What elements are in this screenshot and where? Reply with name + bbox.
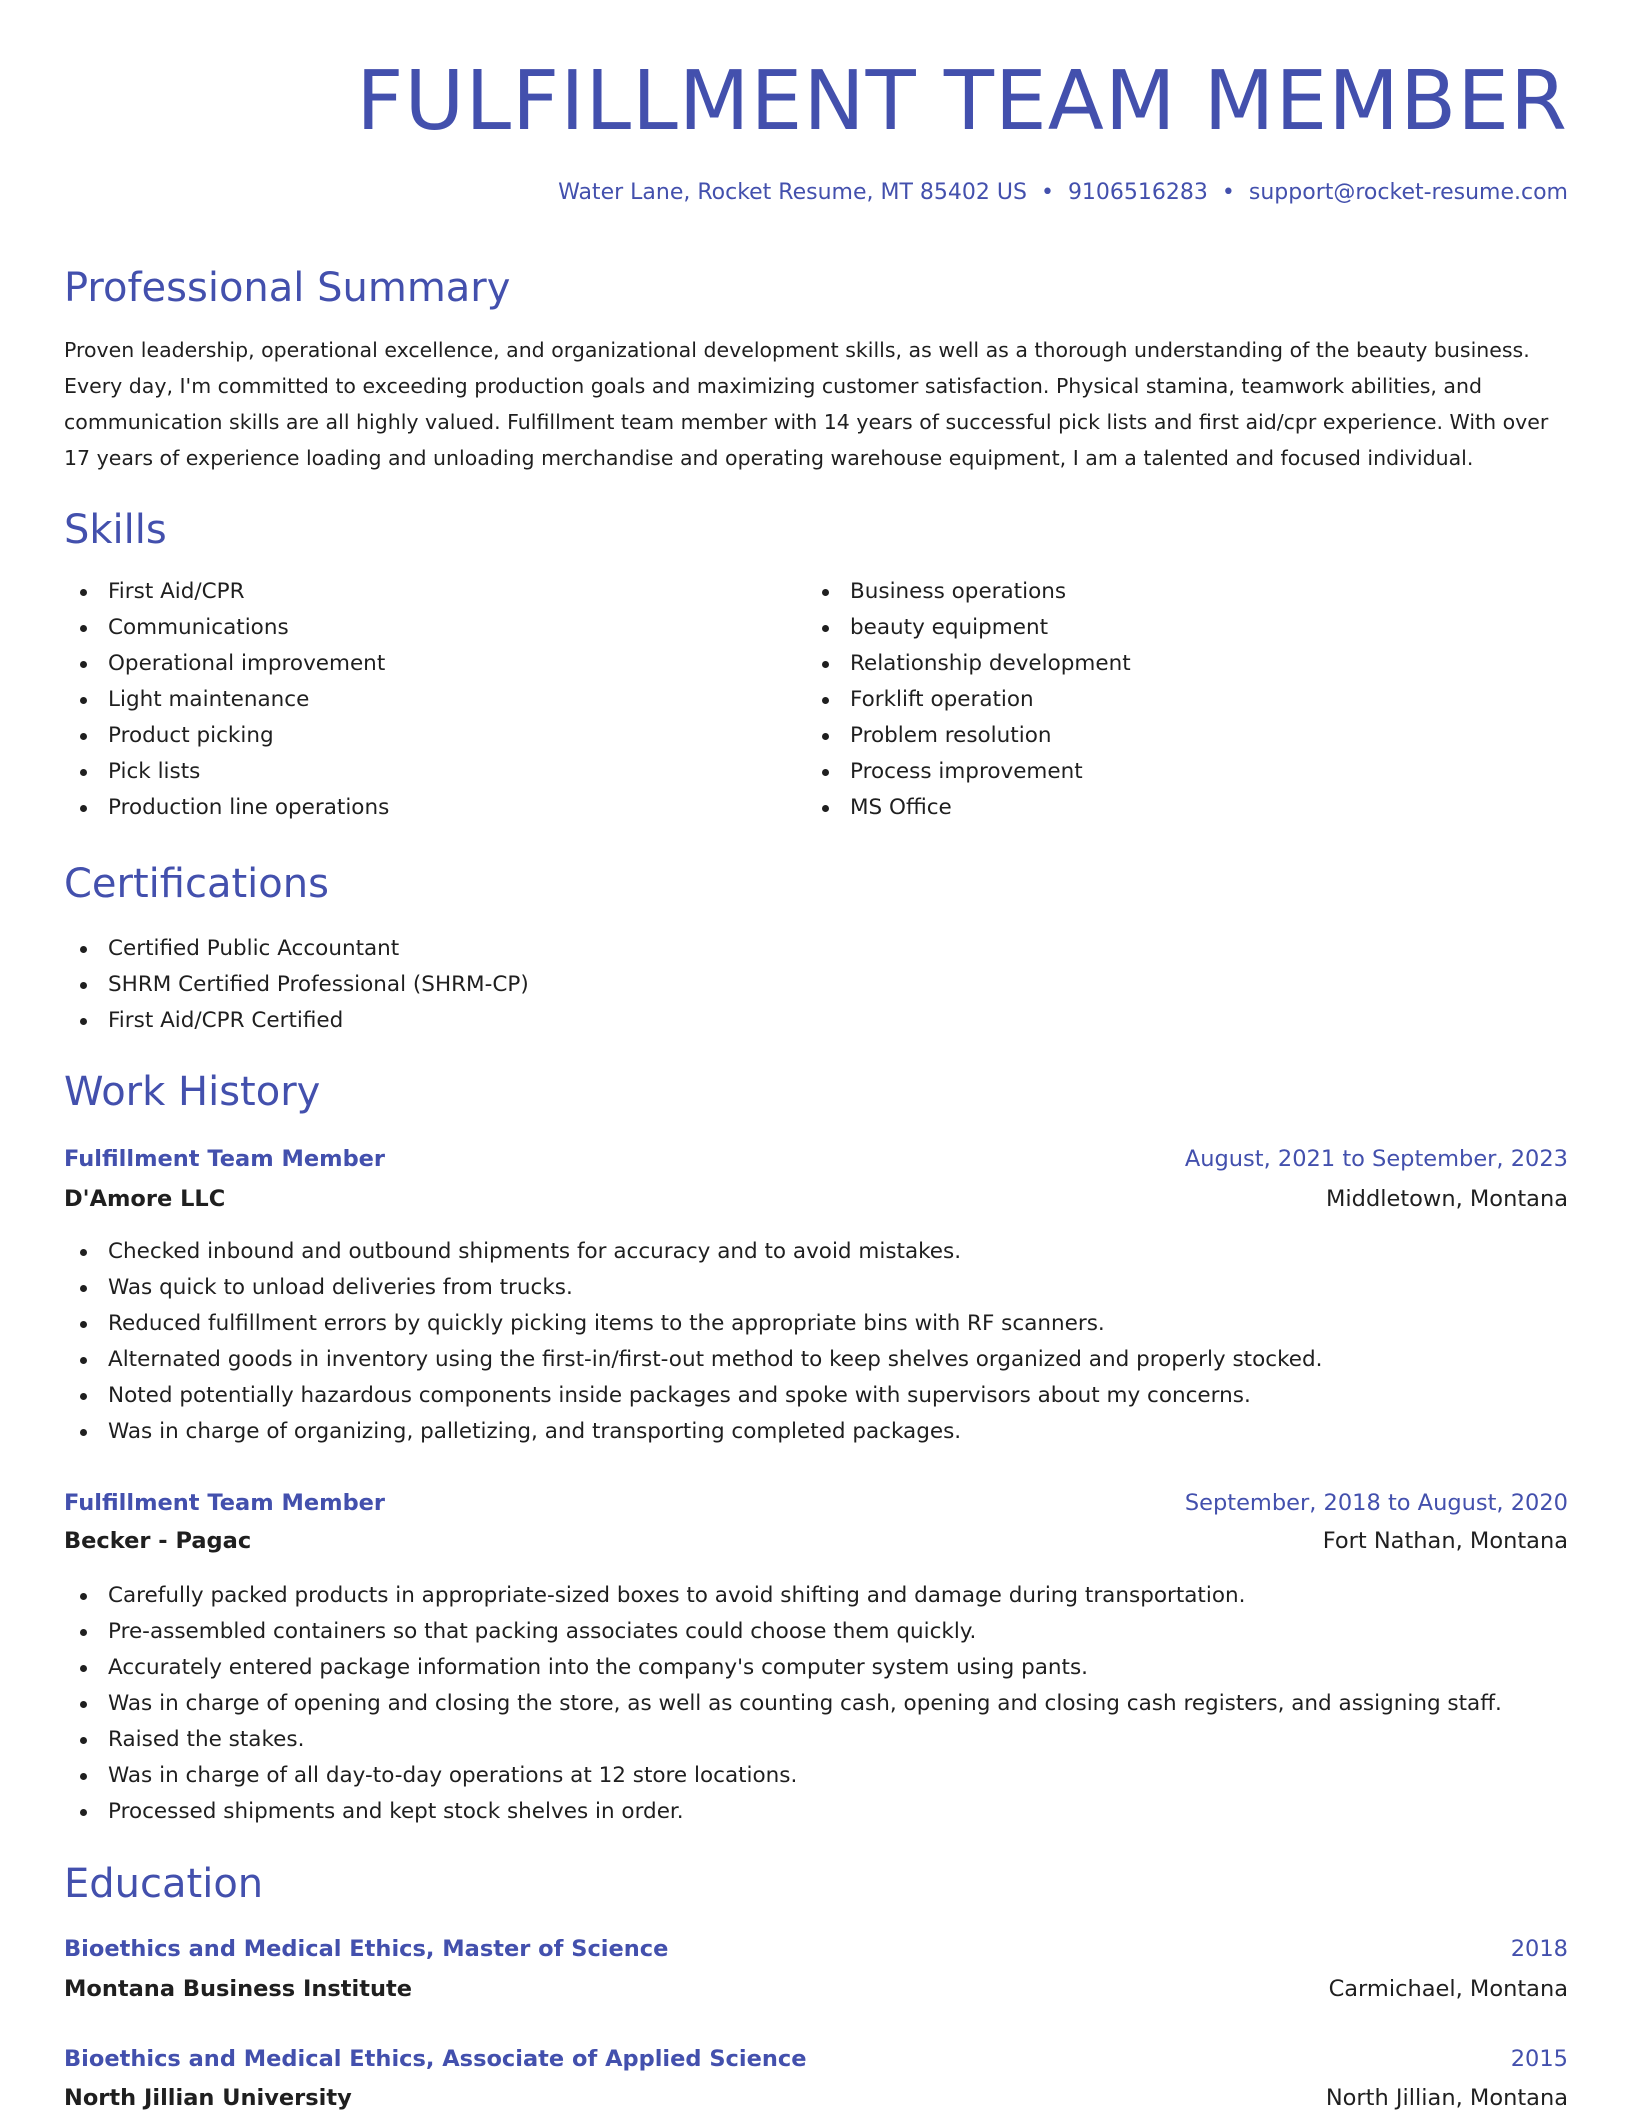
job-bullet: Processed shipments and kept stock shelves in order. xyxy=(64,1794,1502,1830)
skill-item: Process improvement xyxy=(806,754,1131,790)
summary-heading: Professional Summary xyxy=(64,265,511,311)
education-location: North Jillian, Montana xyxy=(1325,2085,1568,2111)
job-title: Fulfillment Team Member xyxy=(64,1490,386,1516)
contact-separator: • xyxy=(1221,180,1235,205)
skill-item: Problem resolution xyxy=(806,718,1131,754)
contact-address: Water Lane, Rocket Resume, MT 85402 US xyxy=(558,180,1027,205)
education-school: Montana Business Institute xyxy=(64,1976,413,2002)
job-bullet: Was in charge of organizing, palletizing, and transporting completed packages. xyxy=(64,1414,1322,1450)
certifications-list xyxy=(64,931,529,1039)
job-bullet: Was in charge of opening and closing the store, as well as counting cash, opening and closing cash registers, and assigning staff. xyxy=(64,1686,1502,1722)
skill-item: Light maintenance xyxy=(64,682,389,718)
contact-email: support@rocket-resume.com xyxy=(1248,180,1568,205)
skill-item: Operational improvement xyxy=(64,646,389,682)
education-location: Carmichael, Montana xyxy=(1328,1976,1568,2002)
skills-heading: Skills xyxy=(64,507,167,553)
job-dates: August, 2021 to September, 2023 xyxy=(1184,1146,1568,1172)
skill-item: MS Office xyxy=(806,790,1131,826)
job-bullets xyxy=(64,1234,1322,1450)
job-bullet: Noted potentially hazardous components inside packages and spoke with supervisors about my concerns. xyxy=(64,1378,1322,1414)
job-location: Middletown, Montana xyxy=(1326,1186,1568,1212)
contact-phone: 9106516283 xyxy=(1067,180,1208,205)
skills-list-right xyxy=(806,574,1131,826)
skill-item: First Aid/CPR xyxy=(64,574,389,610)
job-dates: September, 2018 to August, 2020 xyxy=(1184,1490,1568,1516)
job-header-row xyxy=(64,1141,1568,1177)
skill-item: Business operations xyxy=(806,574,1131,610)
job-bullet: Accurately entered package information into the company's computer system using pants. xyxy=(64,1650,1502,1686)
skill-item: Relationship development xyxy=(806,646,1131,682)
education-school-row xyxy=(64,2080,1568,2116)
job-bullet: Raised the stakes. xyxy=(64,1722,1502,1758)
job-bullet: Alternated goods in inventory using the first-in/first-out method to keep shelves organized and properly stocked. xyxy=(64,1342,1322,1378)
education-year: 2018 xyxy=(1510,1936,1568,1962)
certifications-heading: Certifications xyxy=(64,861,329,907)
job-bullet: Was in charge of all day-to-day operations at 12 store locations. xyxy=(64,1758,1502,1794)
education-heading: Education xyxy=(64,1861,264,1907)
job-bullet: Checked inbound and outbound shipments for accuracy and to avoid mistakes. xyxy=(64,1234,1322,1270)
candidate-name: FULFILLMENT TEAM MEMBER xyxy=(356,54,1568,149)
education-year: 2015 xyxy=(1510,2046,1568,2072)
work-history-heading: Work History xyxy=(64,1069,321,1115)
skill-item: Product picking xyxy=(64,718,389,754)
summary-text: Proven leadership, operational excellence, and organizational development skills, as well as a thorough understanding of the beauty business. Every day, I'm committed to exceeding production goals and maximizing customer satisfaction. Physical stamina, teamwork abilities, and communication skills are all highly valued. Fulfillment team member with 14 years of successful pick lists and first aid/cpr experience. With over 17 years of experience loading and unloading merchandise and operating warehouse equipment, I am a talented and focused individual. xyxy=(64,338,1549,470)
certification-item: First Aid/CPR Certified xyxy=(64,1003,529,1039)
certification-item: Certified Public Accountant xyxy=(64,931,529,967)
job-company-row xyxy=(64,1181,1568,1217)
skill-item: Forklift operation xyxy=(806,682,1131,718)
job-location: Fort Nathan, Montana xyxy=(1322,1528,1568,1554)
education-school-row xyxy=(64,1971,1568,2007)
job-company-row xyxy=(64,1523,1568,1559)
education-school: North Jillian University xyxy=(64,2085,352,2111)
contact-separator: • xyxy=(1040,180,1054,205)
job-bullet: Carefully packed products in appropriate-sized boxes to avoid shifting and damage during transportation. xyxy=(64,1578,1502,1614)
job-header-row xyxy=(64,1485,1568,1521)
job-bullets xyxy=(64,1578,1502,1830)
skill-item: Production line operations xyxy=(64,790,389,826)
education-degree: Bioethics and Medical Ethics, Associate of Applied Science xyxy=(64,2046,807,2072)
skill-item: Communications xyxy=(64,610,389,646)
job-company: D'Amore LLC xyxy=(64,1186,226,1212)
skill-item: Pick lists xyxy=(64,754,389,790)
job-company: Becker - Pagac xyxy=(64,1528,252,1554)
skill-item: beauty equipment xyxy=(806,610,1131,646)
education-header-row xyxy=(64,1931,1568,1967)
education-header-row xyxy=(64,2041,1568,2077)
skills-list-left xyxy=(64,574,389,826)
job-bullet: Was quick to unload deliveries from trucks. xyxy=(64,1270,1322,1306)
education-degree: Bioethics and Medical Ethics, Master of Science xyxy=(64,1936,669,1962)
certification-item: SHRM Certified Professional (SHRM-CP) xyxy=(64,967,529,1003)
job-title: Fulfillment Team Member xyxy=(64,1146,386,1172)
job-bullet: Reduced fulfillment errors by quickly picking items to the appropriate bins with RF scanners. xyxy=(64,1306,1322,1342)
contact-line xyxy=(558,178,1568,208)
job-bullet: Pre-assembled containers so that packing associates could choose them quickly. xyxy=(64,1614,1502,1650)
